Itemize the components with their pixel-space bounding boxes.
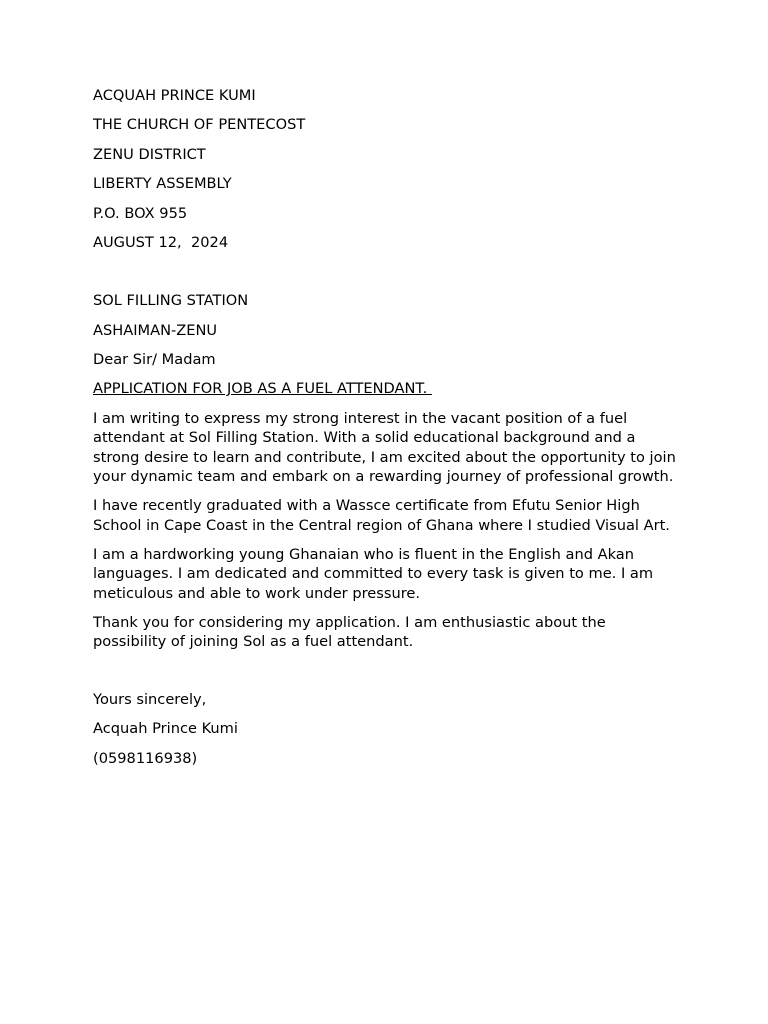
body-paragraph: I am writing to express my strong interest in the vacant position of a fuel attendant at Sol Filling Station. With a solid educational background and a strong desire to learn and contribute, I am excited about the opportunity to join your dynamic team and embark on a rewarding journey of professional growth. — [93, 409, 676, 486]
subject-line — [93, 379, 683, 399]
signature-name: Acquah Prince Kumi — [93, 720, 238, 738]
letter-body — [93, 409, 683, 652]
sender-po-box: P.O. BOX 955 — [93, 204, 188, 222]
recipient-location: ASHAIMAN-ZENU — [93, 321, 218, 339]
sender-name: ACQUAH PRINCE KUMI — [93, 87, 256, 104]
salutation: Dear Sir/ Madam — [93, 350, 216, 368]
sender-assembly: LIBERTY ASSEMBLY — [93, 175, 232, 193]
phone-number: (0598116938) — [93, 749, 198, 767]
subject-text: APPLICATION FOR JOB AS A FUEL ATTENDANT. — [93, 380, 432, 398]
letter-date: AUGUST 12, 2024 — [93, 233, 229, 251]
sender-block — [93, 86, 683, 253]
letter-page — [93, 86, 683, 778]
spacer — [93, 262, 683, 291]
closing: Yours sincerely, — [93, 690, 207, 708]
spacer — [93, 661, 683, 690]
recipient-block — [93, 291, 683, 340]
body-paragraph: I have recently graduated with a Wassce certificate from Efutu Senior High School in Cape Coast in the Central region of Ghana where I studied Visual Art. — [93, 497, 670, 534]
signature-block — [93, 690, 683, 769]
sender-district: ZENU DISTRICT — [93, 145, 206, 163]
recipient-name: SOL FILLING STATION — [93, 292, 249, 310]
sender-organization: THE CHURCH OF PENTECOST — [93, 116, 306, 134]
body-paragraph: Thank you for considering my application. I am enthusiastic about the possibility of joining Sol as a fuel attendant. — [93, 613, 606, 651]
body-paragraph: I am a hardworking young Ghanaian who is fluent in the English and Akan languages. I am dedicated and committed to every task is given to me. I am meticulous and able to work under pressure. — [93, 545, 654, 602]
